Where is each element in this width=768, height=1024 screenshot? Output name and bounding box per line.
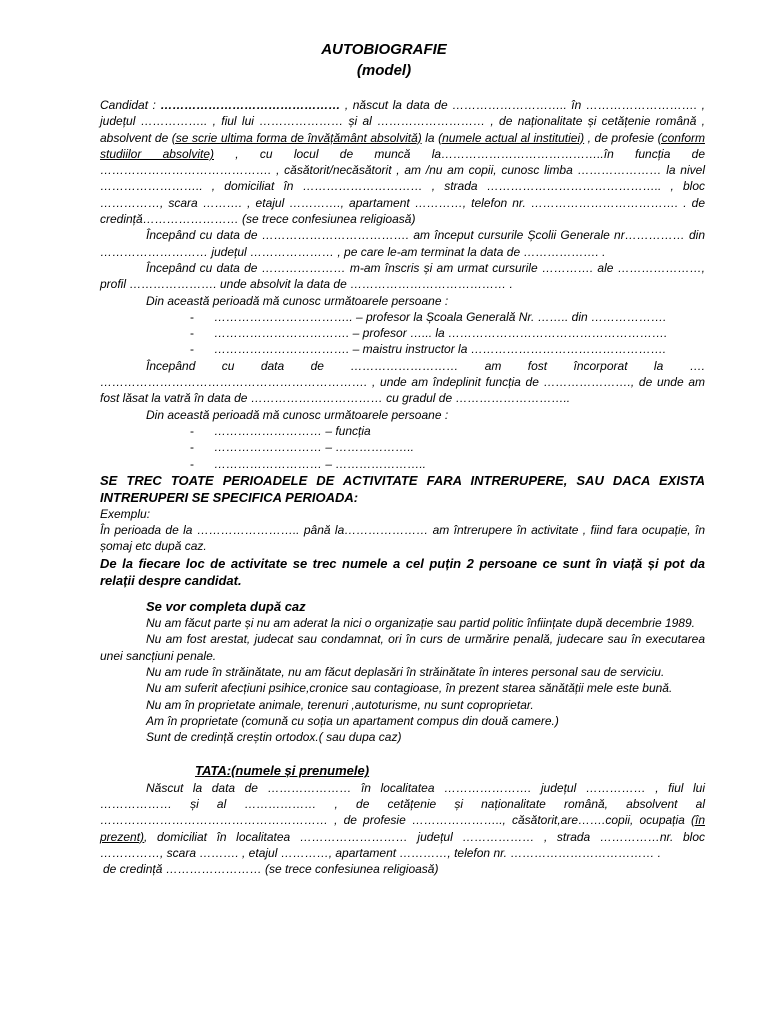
father-paragraph (100, 780, 705, 861)
school-paragraph: Începând cu data de ………………………………. am început cursurile Școlii Generale nr…………… din ……………………… județul ………………… , pe care le-am terminat la data de ………………. . (100, 228, 705, 259)
candidate-name-blank: ……………………………………… (160, 98, 341, 112)
spacer (100, 745, 705, 763)
section-heading: Se vor completa după caz (146, 598, 306, 614)
institution-note: (numele actual al institutiei) (438, 130, 585, 145)
list-item: - ……………………… – ……………….. (100, 439, 705, 455)
candidate-text-4: , cu locul de muncă la…………………………………..în funcția de ……………………………………. , căsătorit/necăsătorit , am /nu am copii, cunosc limba ………………… la nivel …………………….. , domiciliat în ………………………… , strada …………………………………….. , bloc ……………, scara ………. , etajul …………., apartament …………, telefon nr. ………………………………. . de credință…………………… (se trece confesiunea religioasă) (100, 146, 705, 227)
list-item: - ……………………… – ………………….. (100, 456, 705, 472)
statement: Nu am în proprietate animale, terenuri ,autoturisme, nu sunt coproprietar. (146, 697, 534, 712)
father-text-2: , domiciliat în localitatea ……………………… județul ……………… , strada ……………nr. bloc ……………, scara ………. , etajul …………, apartament …………, telefon nr. ……………………………… . (100, 829, 705, 860)
document-title: AUTOBIOGRAFIE (321, 41, 447, 58)
list-item: - ……………………………. – maistru instructor la …………………………………………. (100, 341, 705, 357)
example-text: În perioada de la …………………….. până la………………… am întrerupere în activitate , fiind fara ocupație, în șomaj etc după caz. (100, 523, 705, 554)
statement: Sunt de credință creștin ortodox.( sau dupa caz) (146, 730, 402, 745)
candidate-text-3: , de profesie (584, 130, 658, 145)
statement: Nu am făcut parte și nu am aderat la nici o organizație sau partid politic înființate după decembrie 1989. (146, 616, 695, 631)
father-religion: de credință …………………… (se trece confesiunea religioasă) (103, 862, 439, 877)
statement: Nu am fost arestat, judecat sau condamnat, ori în curs de urmărire penală, judecare sau în executarea unei sancțiuni penale. (100, 632, 705, 663)
father-heading: TATA:(numele și prenumele) (195, 763, 370, 779)
persons-intro-1: Din această perioadă mă cunosc următoarele persoane : (146, 293, 449, 308)
statement: Nu am rude în străinătate, nu am făcut deplasări în străinătate în interes personal sau de serviciu. (146, 664, 665, 679)
list-item: - …………………………….. – profesor la Școala Generală Nr. …….. din ………………. (100, 309, 705, 325)
profession-note: (conform studiilor absolvite) (100, 130, 705, 161)
father-occupation-note: (în prezent) (100, 813, 705, 844)
document-subtitle: (model) (356, 62, 412, 79)
example-label: Exemplu: (100, 506, 151, 521)
persons-note: De la fiecare loc de activitate se trec numele a cel puțin 2 persoane ce sunt în viață și pot da relații despre candidat. (100, 555, 705, 588)
candidate-text-1: , născut la data de ……………………….. în ………………………. , județul …………….. , fiul lui ………………… și al ……………………… , de naționalitate și cetățenie română , absolvent de (100, 98, 705, 145)
candidate-text-2: la (421, 130, 439, 145)
candidate-paragraph (100, 97, 705, 227)
statement: Nu am suferit afecțiuni psihice,cronice sau contagioase, în prezent starea sănătății mele este bună. (146, 681, 673, 696)
father-text-1: Născut la data de ………………… în localitatea …………………. județul …………… , fiul lui ……………… și al ……………… , de cetățenie și naționalitate română, absolvent al ………………………………………………… , de profesie ………………….., căsătorit,are…….copii, ocupația (100, 780, 705, 828)
list-item: - ……………………………. – profesor …... la ………………………………………………. (100, 325, 705, 341)
courses-paragraph: Începând cu data de ………………… m-am înscris și am urmat cursurile …………. ale …………………, profil …………………. unde absolvit la data de ………………………………… . (100, 260, 705, 292)
military-paragraph: Începând cu data de ……………………… am fost încorporat la …. …………………………………………………………. , unde am îndeplinit funcția de …………………., de unde am fost lăsat la vatră în data de …………………………… cu gradul de ……………………….. (100, 358, 705, 406)
activity-notice: SE TREC TOATE PERIOADELE DE ACTIVITATE FARA INTRERUPERE, SAU DACA EXISTA INTRERUPERI SE SPECIFICA PERIOADA: (100, 472, 705, 505)
statement: Am în proprietate (comună cu soția un apartament compus din două camere.) (146, 713, 559, 728)
document-body (100, 97, 705, 877)
candidate-label: Candidat : (100, 98, 161, 112)
education-note: (se scrie ultima forma de învățământ absolvită) (171, 130, 422, 145)
spacer (100, 589, 705, 599)
persons-intro-2: Din această perioadă mă cunosc următoarele persoane : (146, 407, 449, 422)
list-item: - ……………………… – funcția (100, 423, 705, 439)
